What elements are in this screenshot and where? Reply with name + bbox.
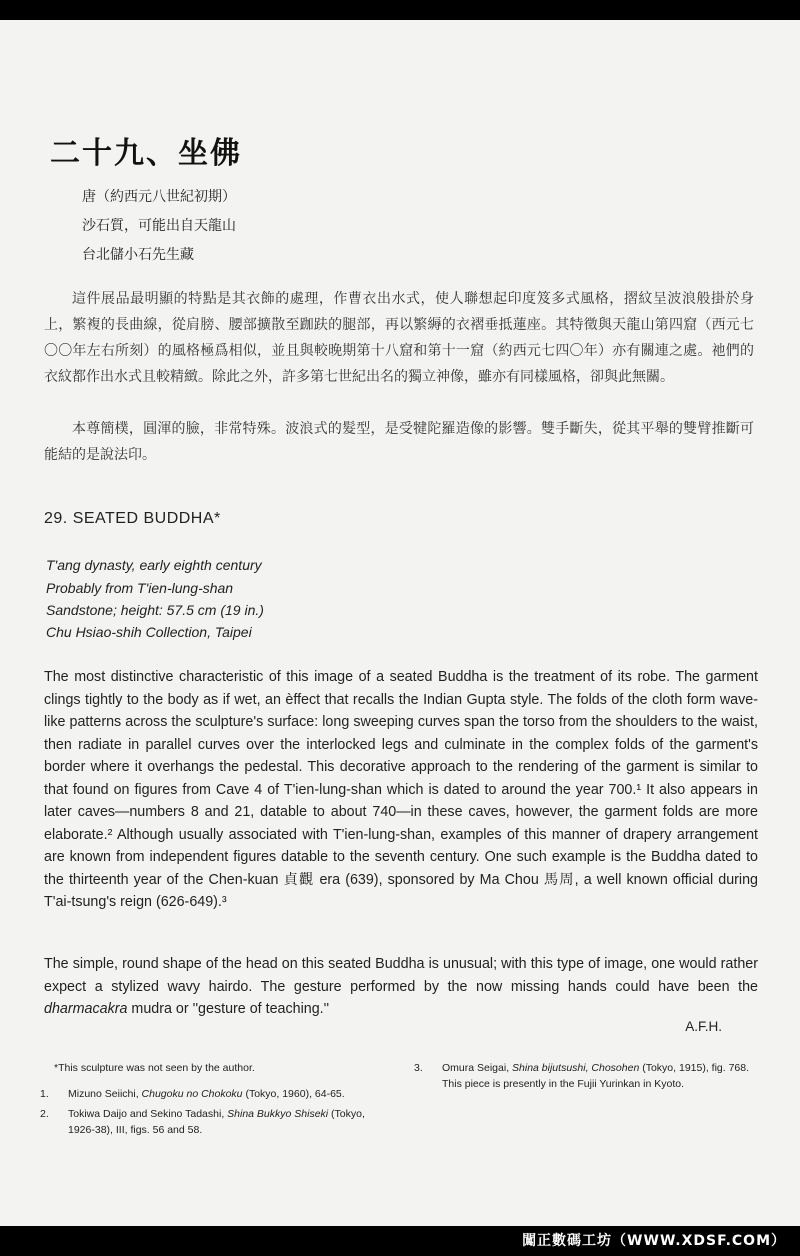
footnote-star: *This sculpture was not seen by the author.	[54, 1062, 255, 1074]
chinese-dynasty-line: 唐（約西元八世紀初期）	[82, 189, 236, 205]
english-title: 29. SEATED BUDDHA*	[44, 510, 221, 527]
english-collection-line: Chu Hsiao-shih Collection, Taipei	[46, 624, 252, 640]
author-signature: A.F.H.	[685, 1019, 722, 1034]
footnotes-right	[414, 1060, 758, 1092]
chinese-paragraph-2: 本尊簡樸，圓渾的臉，非常特殊。波浪式的髮型，是受犍陀羅造像的影響。雙手斷失，從其平舉的雙臂推斷可能結的是說法印。	[44, 421, 754, 463]
chinese-title: 二十九、坐佛	[50, 136, 242, 171]
english-provenance-line: Probably from T'ien-lung-shan	[46, 580, 234, 596]
footnotes-left	[40, 1060, 394, 1138]
bottom-black-bar	[0, 1226, 800, 1256]
chinese-paragraph-1: 這件展品最明顯的特點是其衣飾的處理，作曹衣出水式，使人聯想起印度笈多式風格，摺紋呈波浪般掛於身上，繁複的長曲線，從肩膀、腰部擴散至跏趺的腿部，再以繁縟的衣褶垂抵蓮座。其特徵與天龍山第四窟（西元七〇〇年左右所刻）的風格極爲相似，並且與較晚期第十八窟和第十一窟（約西元七四〇年）亦有關連之處。祂們的衣紋都作出水式且較精緻。除此之外，許多第七世紀出名的獨立神像，雖亦有同樣風格，卻與此無關。	[44, 291, 754, 385]
english-paragraph-2: The simple, round shape of the head on this seated Buddha is unusual; with this type of image, one would rather expect a stylized wavy hairdo. The gesture performed by the now missing hands could have been the dharmacakra mudra or ''gesture of teaching.''	[44, 956, 758, 1017]
chinese-collection-line: 台北儲小石先生藏	[82, 247, 194, 263]
english-material-line: Sandstone; height: 57.5 cm (19 in.)	[46, 602, 264, 618]
dharmacakra-term: dharmacakra	[44, 1001, 128, 1017]
footnote-2: 2. Tokiwa Daijo and Sekino Tadashi, Shina Bukkyo Shiseki (Tokyo, 1926-38), III, figs. 56 and 58.	[40, 1108, 365, 1136]
english-dynasty-line: T'ang dynasty, early eighth century	[46, 557, 262, 573]
footnote-3: 3. Omura Seigai, Shina bijutsushi, Chosohen (Tokyo, 1915), fig. 768. This piece is presently in the Fujii Yurinkan in Kyoto.	[414, 1062, 750, 1090]
english-paragraph-1: The most distinctive characteristic of this image of a seated Buddha is the treatment of its robe. The garment clings tightly to the body as if wet, an èffect that recalls the Indian Gupta style. The folds of the cloth form wave-like patterns across the sculpture's surface: long sweeping curves span the torso from the shoulders to the waist, then radiate in parallel curves over the interlocked legs and culminate in the complex folds of the garment's border where it overhangs the pedestal. This decorative approach to the rendering of the garment is similar to that found on figures from Cave 4 of T'ien-lung-shan which is dated to around the year 700.¹ It also appears in later caves—numbers 8 and 21, datable to about 740—in these caves, however, the garment folds are more elaborate.² Although usually associated with T'ien-lung-shan, examples of this manner of drapery arrangement are known from independent figures datable to the seventh century. One such example is the Buddha dated to the thirteenth year of the Chen-kuan 貞觀 era (639), sponsored by Ma Chou 馬周, a well known official during T'ai-tsung's reign (626-649).³	[44, 669, 758, 910]
chinese-material-line: 沙石質，可能出自天龍山	[82, 218, 236, 234]
top-black-bar	[0, 0, 800, 20]
footnote-1: 1. Mizuno Seiichi, Chugoku no Chokoku (Tokyo, 1960), 64-65.	[40, 1088, 345, 1100]
watermark-brand: 闖正數碼工坊（WWW.XDSF.COM）	[522, 1233, 786, 1249]
